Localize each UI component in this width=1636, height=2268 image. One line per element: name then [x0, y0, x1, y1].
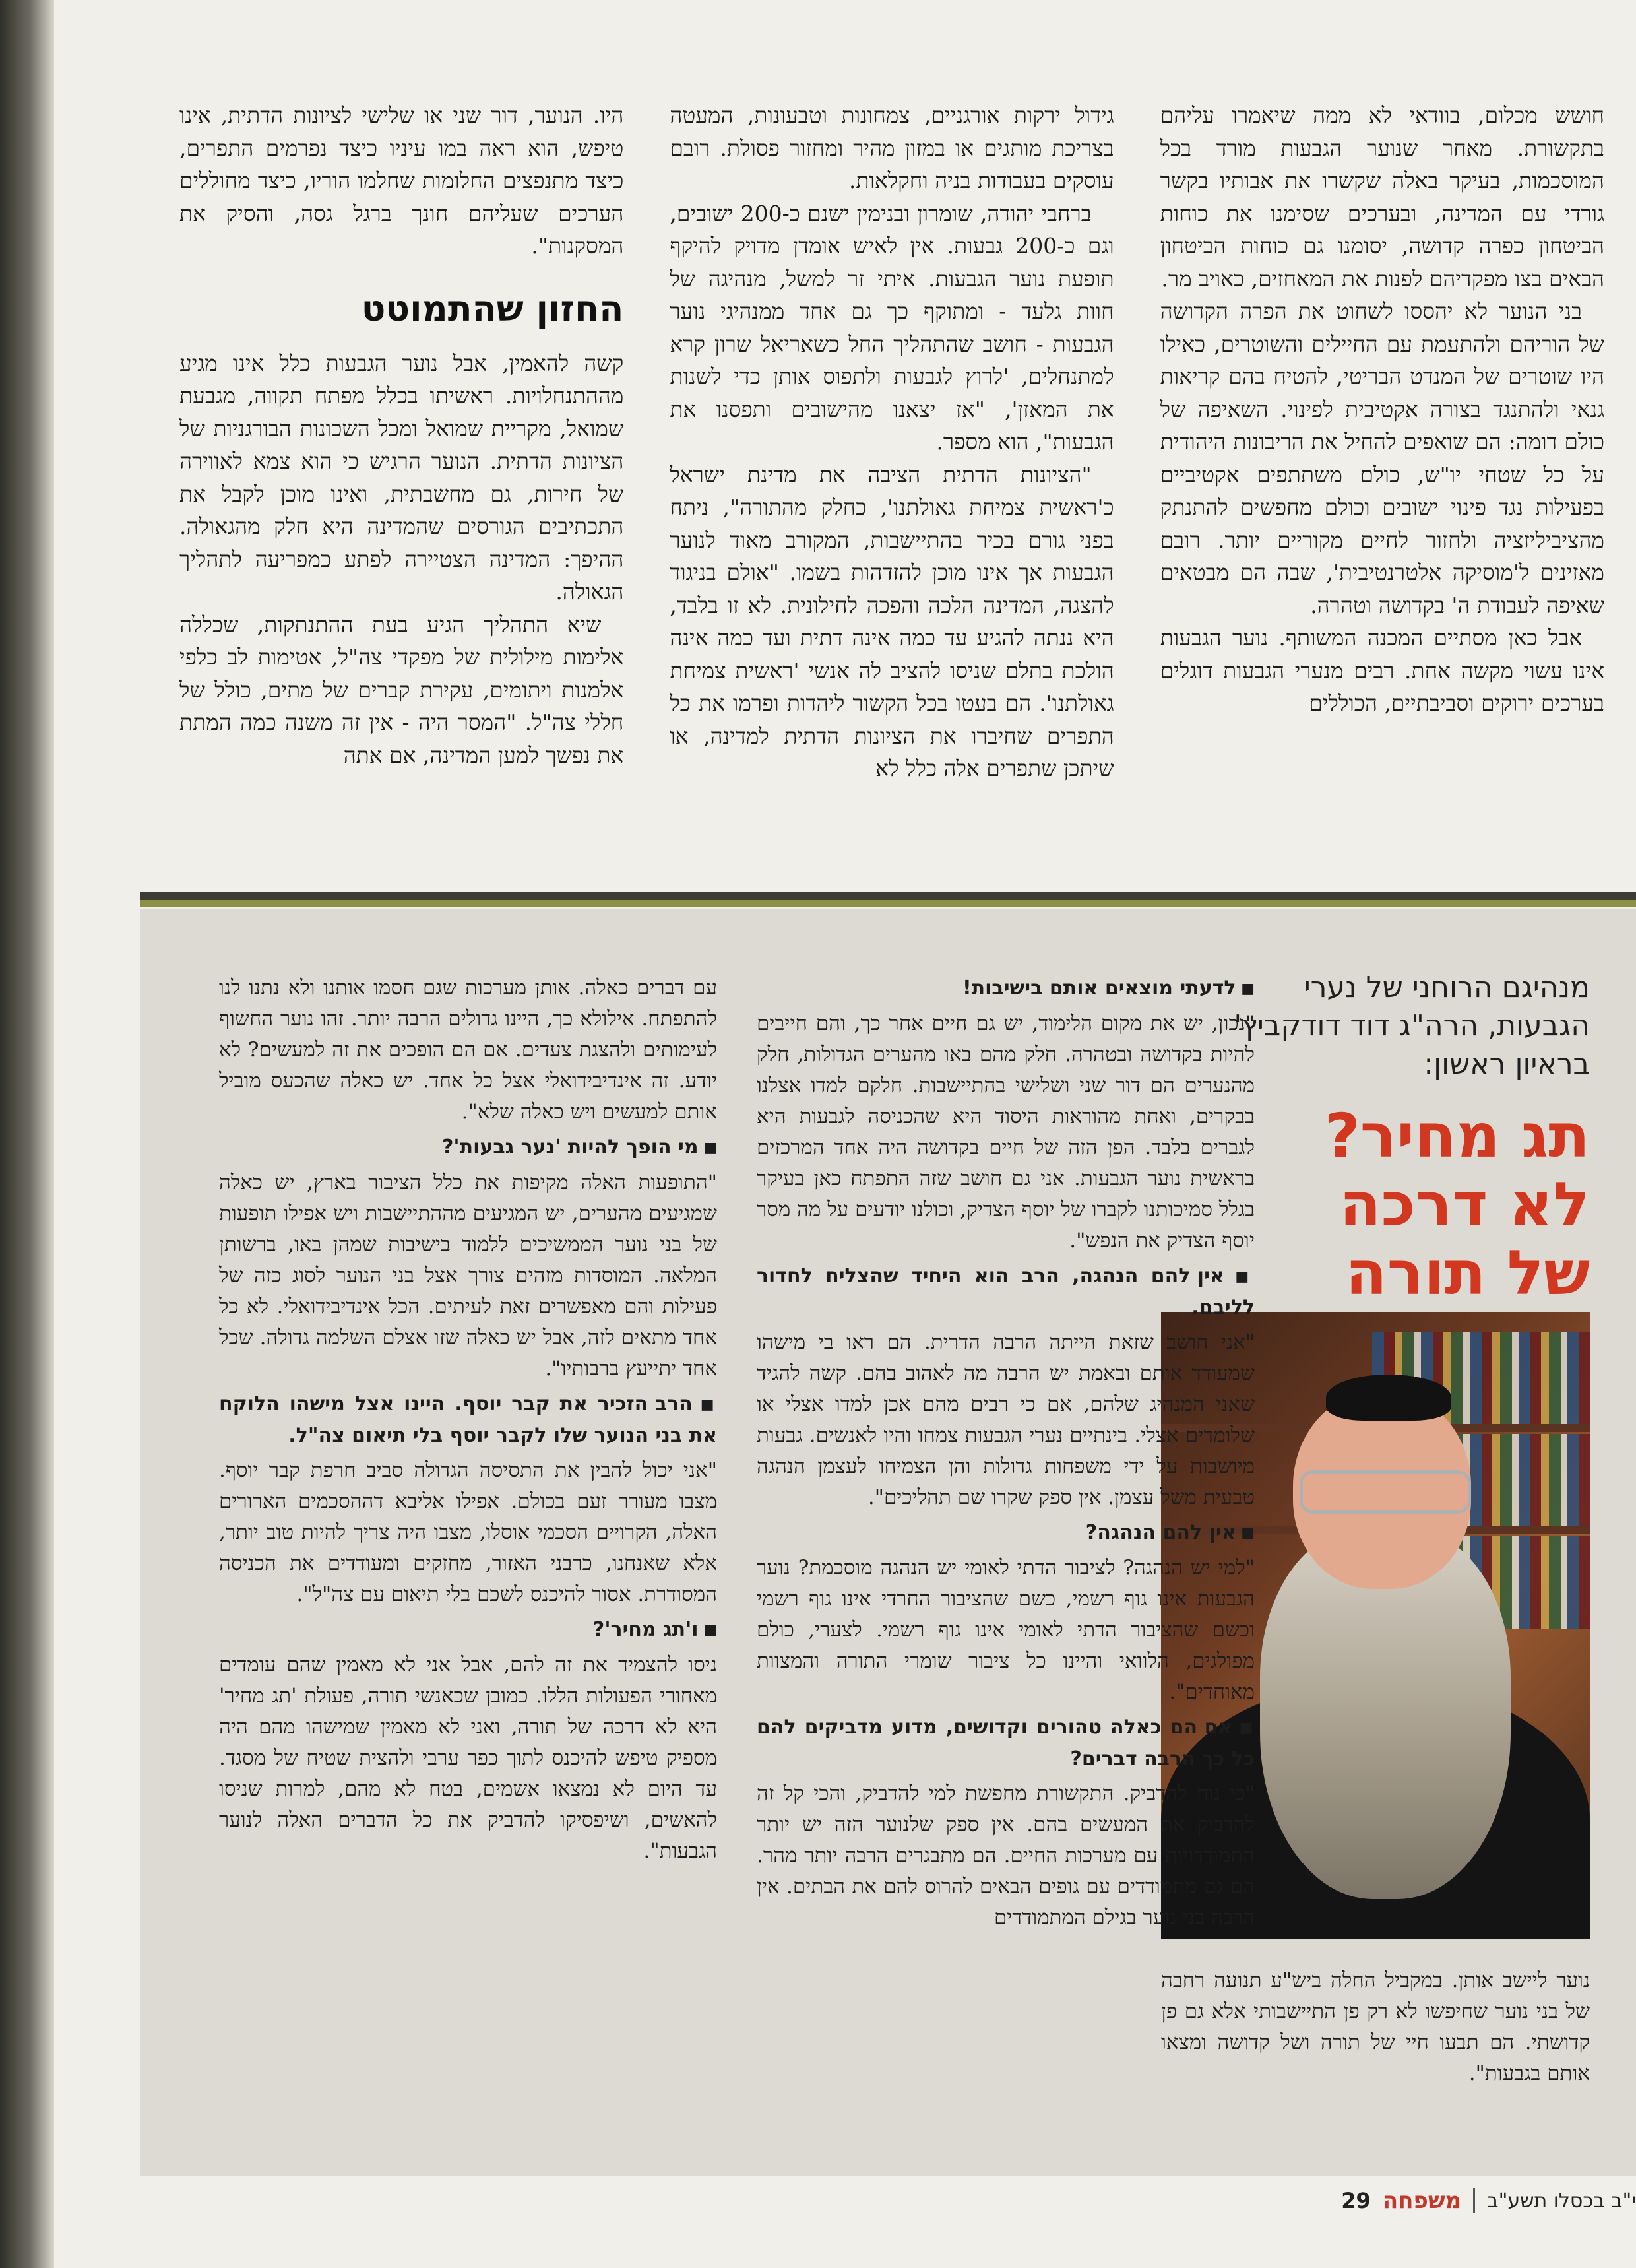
- headline-line: לא דרכה: [1339, 1169, 1590, 1240]
- column-middle: [670, 99, 1114, 818]
- interview-columns: [219, 973, 1255, 2147]
- headline-line: תג מחיר?: [1325, 1101, 1590, 1171]
- section-subhead: החזון שהתמוטט: [361, 287, 624, 329]
- interview-answer: "אני יכול להבין את התסיסה הגדולה סביב חרפת קבר יוסף. מצבו מעורר זעם בכולם. אפילו אליבא דההסכמים הארורים האלה, הקרויים הסכמי אוסלו, מצבו היה צריך להיות טוב יותר, אלא שאנחנו, כרבני האזור, מחזקים ומעודדים את הכניסה המסודרת. אסור להיכנס לשכם בלי תיאום עם צה"ל".: [219, 1458, 717, 1606]
- interview-question: ■ אם הם כאלה טהורים וקדושים, מדוע מדביקים להם כל כך הרבה דברים?: [757, 1712, 1255, 1774]
- paragraph: אבל כאן מסתיים המכנה המשותף. נוער הגבעות אינו עשוי מקשה אחת. רבים מנערי הגבעות דוגלים בערכים ירוקים וסביבתיים, הכוללים: [1160, 625, 1604, 716]
- column-left: [179, 99, 623, 818]
- interview-column-middle: [757, 973, 1255, 2147]
- interview-question: ■ מי הופך להיות 'נער גבעות'?: [219, 1132, 717, 1163]
- interview-answer: "למי יש הנהגה? לציבור הדתי לאומי יש הנהגה מוסכמת? נוער הגבעות אינו גוף רשמי, כשם שהציבור החרדי אינו גוף רשמי וכשם שהציבור הדתי לאומי אינו גוף רשמי. לצערי, כולם מפולגים, הלוואי והיינו כל ציבור שומרי התורה והמצוות מאוחדים".: [757, 1556, 1255, 1704]
- paragraph: גידול ירקות אורגניים, צמחונות וטבעונות, המעטה בצריכת מותגים או במזון מהיר ומחזור פסולת. רובם עוסקים בעבודות בניה וחקלאות.: [670, 102, 1114, 193]
- upper-article: [179, 99, 1604, 818]
- interview-question: ■ אין להם הנהגה?: [757, 1517, 1255, 1549]
- page-footer: [140, 2181, 1636, 2220]
- interview-answer: "נכון, יש את מקום הלימוד, יש גם חיים אחר כך, והם חייבים להיות בקדושה ובטהרה. חלק מהם באו מהערים הגדולות, חלק מהנערים הם דור שני ושלישי בהתיישבות. חלקם למדו אצלנו בבקרים, ואחת מהוראות היסוד היא שהכניסה לגבעות היא לגברים בלבד. הפן הזה של חיים בקדושה היה אחד המרכזים בראשית נוער הגבעות. אני גם חושב שזה התפתח כאן בעיקר בגלל סמיכותנו לקברו של יוסף הצדיק, וכולנו יודעים על מה מסר יוסף הצדיק את הנפש".: [757, 1012, 1255, 1252]
- portrait-glasses: [1300, 1470, 1471, 1514]
- interview-question: ■ אין להם הנהגה, הרב הוא היחיד שהצליח לחדור לליבם.: [757, 1260, 1255, 1323]
- paragraph: היו. הנוער, דור שני או שלישי לציונות הדתית, אינו טיפש, הוא ראה במו עיניו כיצד נפרמים התפרים, כיצד מתנפצים החלומות שחלמו הוריו, כיצד מחוללים הערכים שעליהם חונך ברגל גסה, והסיק את המסקנות".: [179, 102, 624, 259]
- interview-answer: "התופעות האלה מקיפות את כלל הציבור בארץ, יש כאלה שמגיעים מהערים, יש המגיעים מההתיישבות ויש אפילו תופעות של בני נוער הממשיכים ללמוד בישיבות שמהן באו, ברשותן המלאה. המוסדות מזהים צורך אצל בני הנוער לסוג כזה של פעילות והם מאפשרים זאת לעיתים. הכל אינדיבידואלי. לא כל אחד מתאים לזה, אבל יש כאלה שזו אצלם השלמה גדולה. שכל אחד יתייעץ ברבותיו".: [219, 1171, 717, 1380]
- interview-answer: "אני חושב שזאת הייתה הרבה הדרית. הם ראו בי מישהו שמעודד אותם ובאמת יש הרבה מה לאהוב בהם. קשה להגיד שאני המנהיג שלהם, אם כי רבים מהם אכן למדו אצלי או שלומדים אצלי. בינתיים נערי הגבעות צמחו והיו לאנשים. גבעות מיושבות על ידי משפחות גדולות והן הצמיחו לעצמן הנהגה טבעית משל עצמן. אין ספק שקרו שם תהליכים".: [757, 1330, 1255, 1509]
- interview-question: ■ ו'תג מחיר'?: [219, 1614, 717, 1646]
- interview-question: ■ לדעתי מוצאים אותם בישיבות!: [757, 973, 1255, 1004]
- paragraph: ברחבי יהודה, שומרון ובנימין ישנם כ-200 ישובים, וגם כ-200 גבעות. אין לאיש אומדן מדויק להיקף תופעת נוער הגבעות. איתי זר למשל, מנהיגה של חוות גלעד - ומתוקף כך גם אחד ממנהיגי נוער הגבעות - חושב שהתהליך החל כשאריאל שרון קרא למתנחלים, 'לרוץ לגבעות ולתפוס אותן כדי לשנות את המאזן', "אז יצאנו מהישובים ותפסנו את הגבעות", הוא מספר.: [670, 200, 1114, 455]
- headline-line: של תורה: [1345, 1238, 1590, 1309]
- magazine-name: משפחה: [1382, 2187, 1462, 2214]
- column-right-bottom: נוער ליישב אותן. במקביל החלה ביש"ע תנועה רחבה של בני נוער שחיפשו לא רק פן התיישבותי אלא גם פן קדושתי. הם תבעו חיי של תורה ושל קדושה ומצאו אותם בגבעות".: [1161, 1968, 1590, 2085]
- portrait-kippah: [1326, 1375, 1451, 1421]
- magazine-page: [54, 0, 1636, 2268]
- page-number: 29: [1341, 2188, 1371, 2213]
- paragraph: קשה להאמין, אבל נוער הגבעות כלל אינו מגיע מההתנחלויות. ראשיתו בכלל מפתח תקווה, מגבעת שמואל, מקריית שמואל ומכל השכונות הבורגניות של הציונות הדתית. הנוער הרגיש כי הוא צמא לאווירה של חירות, גם מחשבתית, ואינו מוכן לקבל את התכתיבים הגורסים שהמדינה היא חלק מהגאולה. ההיפך: המדינה הצטיירה לפתע כמפריעה לתהליך הגאולה.: [179, 350, 624, 604]
- paragraph: חושש מכלום, בוודאי לא ממה שיאמרו עליהם בתקשורת. מאחר שנוער הגבעות מורד בכל המוסכמות, בעיקר באלה שקשרו את אבותיו בקשר גורדי עם המדינה, ובערכים שסימנו את כוחות הביטחון כפרה קדושה, יסומנו גם כוחות הביטחון הבאים בצו מפקדיהם לפנות את המאחזים, כאויב מר.: [1160, 102, 1604, 292]
- paragraph: שיא התהליך הגיע בעת ההתנתקות, שכללה אלימות מילולית של מפקדי צה"ל, אטימות לב כלפי אלמנות ויתומים, עקירת קברים של מתים, כולל של חללי צה"ל. "המסר היה - אין זה משנה כמה המתת את נפשך למען המדינה, אם אתה: [179, 611, 624, 768]
- interview-question: ■ הרב הזכיר את קבר יוסף. היינו אצל מישהו הלוקח את בני הנוער שלו לקבר יוסף בלי תיאום צה"ל.: [219, 1388, 717, 1451]
- column-right: [1160, 99, 1604, 818]
- section-rule-dark: [140, 892, 1636, 900]
- issue-date: י"ב בכסלו תשע"ב: [1487, 2189, 1636, 2213]
- magazine-spine: [0, 0, 54, 2268]
- section-rule-olive: [140, 900, 1636, 907]
- interview-answer: ניסו להצמיד את זה להם, אבל אני לא מאמין שהם עומדים מאחורי הפעולות הללו. כמובן שכאנשי תורה, פעולת 'תג מחיר' היא לא דרכה של תורה, ואני לא מאמין שמישהו מהם היה מספיק טיפש להיכנס לתוך כפר ערבי ולהצית שטיח של מסגד. עד היום לא נמצאו אשמים, בטח לא מהם, למרות שניסו להאשים, ושיפסיקו להדביק את כל הדברים האלה לנוער הגבעות".: [219, 1653, 717, 1863]
- interview-column-left: [219, 973, 717, 2147]
- paragraph: בני הנוער לא יהססו לשחוט את הפרה הקדושה של הוריהם ולהתעמת עם החיילים והשוטרים, כאילו היו שוטרים של המנדט הבריטי, להטיח בהם קריאות גנאי ולהתנגד בצורה אקטיבית לפינוי. השאיפה של כולם דומה: הם שואפים להחיל את הריבונות היהודית על כל שטחי יו"ש, כולם משתתפים אקטיביים בפעילות נגד פינוי ישובים וכולם מחפשים להתנתק מהציביליזציה ולחזור לחיים מקוריים יותר. רובם מאזינים ל'מוסיקה אלטרנטיבית', שבה הם מבטאים שאיפה לעבודת ה' בקדושה וטהרה.: [1160, 298, 1604, 618]
- paragraph: "הציונות הדתית הציבה את מדינת ישראל כ'ראשית צמיחת גאולתנו', כחלק מהתורה", ניתח בפני גורם בכיר בהתיישבות, המקורב מאוד לנוער הגבעות אך אינו מוכן להזדהות בשמו. "אולם בניגוד להצגה, המדינה הלכה והפכה לחילונית. לא זו בלבד, היא ננתה להגיע עד כמה אינה דתית ועד כמה אינה הולכת בתלם שניסו להציב לה אנשי 'ראשית צמיחת גאולתנו'. הם בעטו בכל הקשור ליהדות ופרמו את כל התפרים שחיברו את הציונות הדתית למדינה, או שיתכן שתפרים אלה כלל לא: [670, 461, 1114, 781]
- interview-box: [140, 909, 1636, 2176]
- interview-answer: עם דברים כאלה. אותן מערכות שגם חסמו אותנו ולא נתנו לנו להתפתח. אילולא כך, היינו גדולים הרבה יותר. זהו נוער החשוף לעימותים ולהצגת צעדים. אם הם הופכים את זה למעשים? לא יודע. זה אינדיבידואלי אצל כל אחד. יש כאלה שהכעס מוביל אותם למעשים ויש כאלה שלא".: [219, 976, 717, 1124]
- interview-answer: "כי נוח להדביק. התקשורת מחפשת למי להדביק, והכי קל זה להדביק את המעשים בהם. אין ספק שלנוער הזה יש יותר התמודדויות עם מערכות החיים. הם מתבגרים הרבה יותר מהר. הם גם מתמודדים עם גופים הבאים להרוס להם את הבתים. אין הרבה בני נוער בגילם המתמודדים: [757, 1782, 1255, 1929]
- footer-divider: [1473, 2188, 1475, 2213]
- interview-intro: מנהיגם הרוחני של נערי הגבעות, הרה"ג דוד דודקביץ' בראיון ראשון:: [1234, 971, 1590, 1081]
